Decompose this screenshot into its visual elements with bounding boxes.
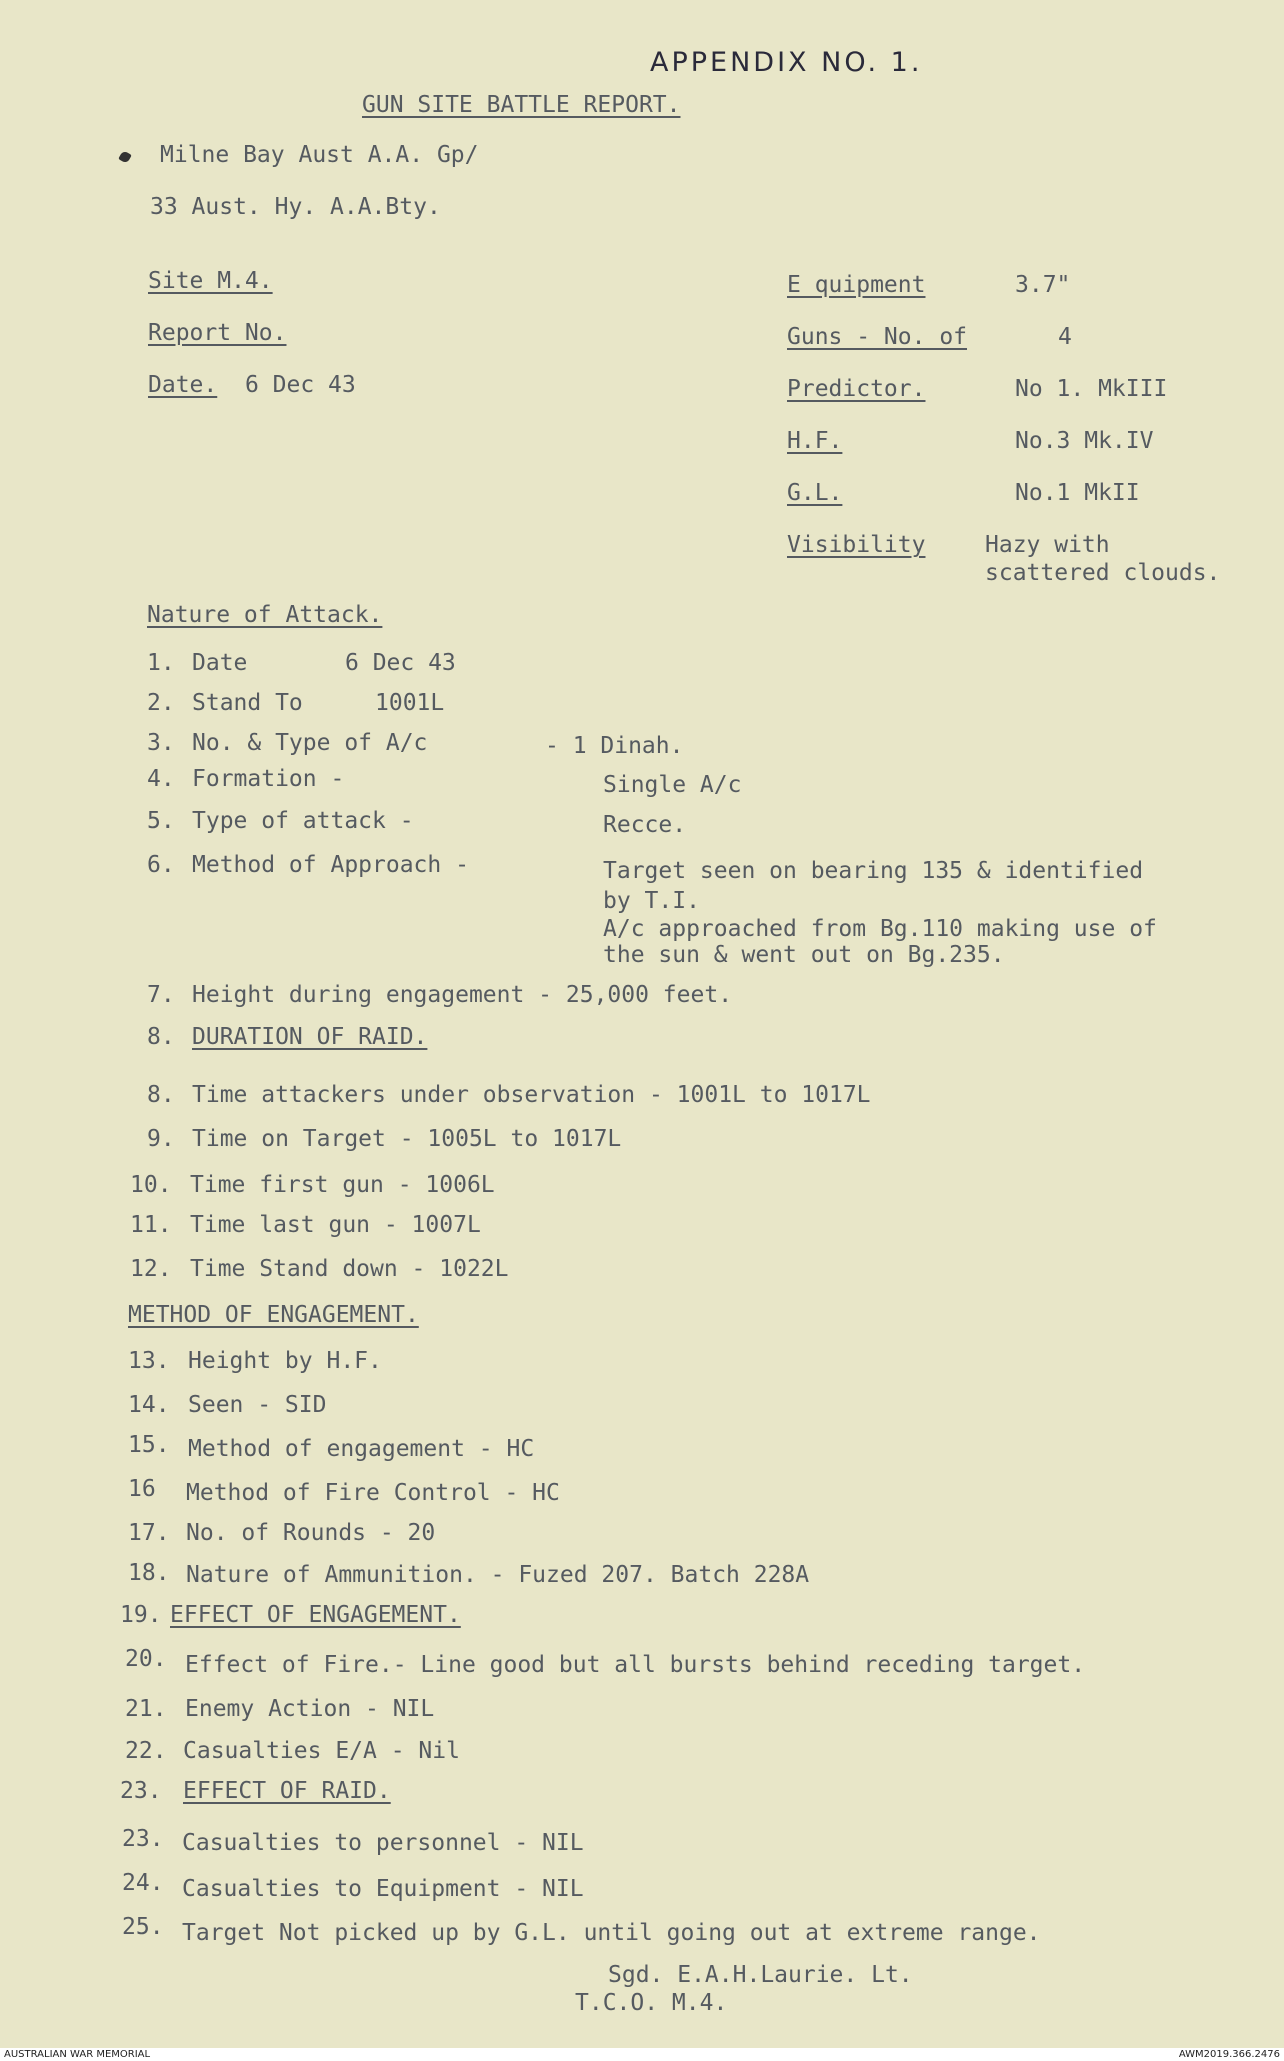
- item-text: Date: [192, 650, 248, 676]
- signature-title: T.C.O. M.4.: [575, 1990, 728, 2016]
- section-effect-of-engagement: EFFECT OF ENGAGEMENT.: [170, 1602, 461, 1628]
- item-number: 22.: [125, 1738, 167, 1764]
- item-number: 4.: [147, 766, 175, 792]
- visibility-label: Visibility: [787, 532, 926, 558]
- item-text: Nature of Ammunition. - Fuzed 207. Batch 228A: [186, 1562, 810, 1588]
- item-number: 3.: [147, 730, 175, 756]
- section-number: 23.: [120, 1778, 162, 1804]
- item-number: 14.: [128, 1392, 170, 1418]
- item-number: 13.: [128, 1348, 170, 1374]
- item-text: Height by H.F.: [188, 1348, 382, 1374]
- item-text: Time last gun - 1007L: [190, 1212, 481, 1238]
- footer-catalogue-number: AWM2019.366.2476: [1178, 2049, 1280, 2060]
- item-text: Enemy Action - NIL: [185, 1696, 435, 1722]
- pencil-mark-icon: [118, 150, 132, 164]
- item-number: 9.: [147, 1126, 175, 1152]
- item-number: 23.: [122, 1826, 164, 1852]
- visibility-value: Hazy with: [985, 532, 1110, 558]
- section-method-of-engagement: METHOD OF ENGAGEMENT.: [128, 1302, 419, 1328]
- item-number: 2.: [147, 690, 175, 716]
- site-label: Site M.4.: [148, 268, 273, 294]
- item-number: 7.: [147, 982, 175, 1008]
- item-text: Height during engagement - 25,000 feet.: [192, 982, 733, 1008]
- item-text: No. & Type of A/c: [192, 730, 428, 756]
- appendix-note: APPENDIX NO. 1.: [650, 47, 923, 78]
- item-text: Seen - SID: [188, 1392, 327, 1418]
- section-number: 19.: [120, 1602, 162, 1628]
- item-value: Recce.: [603, 812, 687, 838]
- visibility-value-2: scattered clouds.: [985, 560, 1221, 586]
- item-text: Type of attack -: [192, 808, 414, 834]
- item-number: 24.: [122, 1870, 164, 1896]
- item-number: 1.: [147, 650, 175, 676]
- item-text: Time attackers under observation - 1001L to 1017L: [192, 1082, 871, 1108]
- report-no-label: Report No.: [148, 320, 287, 346]
- section-nature-of-attack: Nature of Attack.: [147, 602, 383, 628]
- item-number: 11.: [130, 1212, 172, 1238]
- item-text: No. of Rounds - 20: [186, 1520, 436, 1546]
- item-text: Formation -: [192, 766, 345, 792]
- date-label: Date.: [148, 372, 218, 398]
- section-number: 8.: [147, 1024, 175, 1050]
- equipment-label: E quipment: [787, 272, 926, 298]
- item-number: 15.: [128, 1432, 170, 1458]
- item-value: 1001L: [375, 690, 445, 716]
- item-number: 21.: [125, 1696, 167, 1722]
- hf-value: No.3 Mk.IV: [1015, 428, 1154, 454]
- report-title: GUN SITE BATTLE REPORT.: [362, 92, 681, 118]
- equipment-value: 3.7": [1015, 272, 1071, 298]
- item-value: Target seen on bearing 135 & identified: [603, 858, 1144, 884]
- item-text: Method of engagement - HC: [188, 1436, 535, 1462]
- hf-label: H.F.: [787, 428, 843, 454]
- item-value: 6 Dec 43: [345, 650, 456, 676]
- gl-value: No.1 MkII: [1015, 480, 1140, 506]
- item-text: Time first gun - 1006L: [190, 1172, 495, 1198]
- archive-footer: [0, 2048, 1284, 2061]
- section-duration-of-raid: DURATION OF RAID.: [192, 1024, 428, 1050]
- item-text: Casualties E/A - Nil: [183, 1738, 460, 1764]
- item-text: Effect of Fire.- Line good but all bursts behind receding target.: [185, 1652, 1086, 1678]
- item-number: 16: [128, 1476, 156, 1502]
- item-value: A/c approached from Bg.110 making use of: [603, 916, 1157, 942]
- item-value: by T.I.: [603, 888, 700, 914]
- predictor-value: No 1. MkIII: [1015, 376, 1168, 402]
- item-number: 25.: [122, 1914, 164, 1940]
- item-text: Target Not picked up by G.L. until going out at extreme range.: [182, 1920, 1041, 1946]
- item-number: 18.: [128, 1560, 170, 1586]
- item-value: the sun & went out on Bg.235.: [603, 942, 1005, 968]
- unit-line-2: 33 Aust. Hy. A.A.Bty.: [150, 194, 441, 220]
- signature-name: Sgd. E.A.H.Laurie. Lt.: [608, 1962, 913, 1988]
- item-value: Single A/c: [603, 772, 742, 798]
- guns-label: Guns - No. of: [787, 324, 968, 350]
- section-effect-of-raid: EFFECT OF RAID.: [183, 1778, 391, 1804]
- item-text: Casualties to Equipment - NIL: [182, 1876, 584, 1902]
- item-text: Method of Approach -: [192, 852, 469, 878]
- item-number: 17.: [128, 1520, 170, 1546]
- gl-label: G.L.: [787, 480, 843, 506]
- item-number: 20.: [125, 1646, 167, 1672]
- guns-value: 4: [1058, 324, 1072, 350]
- item-number: 8.: [147, 1082, 175, 1108]
- item-value: - 1 Dinah.: [545, 733, 684, 759]
- item-number: 12.: [130, 1256, 172, 1282]
- item-text: Stand To: [192, 690, 303, 716]
- item-number: 5.: [147, 808, 175, 834]
- footer-institution: AUSTRALIAN WAR MEMORIAL: [4, 2049, 151, 2060]
- predictor-label: Predictor.: [787, 376, 926, 402]
- unit-line-1: Milne Bay Aust A.A. Gp/: [160, 142, 479, 168]
- item-number: 6.: [147, 852, 175, 878]
- item-text: Casualties to personnel - NIL: [182, 1830, 584, 1856]
- date-row: [148, 372, 356, 398]
- date-value: 6 Dec 43: [244, 372, 356, 398]
- item-text: Time Stand down - 1022L: [190, 1256, 509, 1282]
- item-text: Method of Fire Control - HC: [186, 1480, 560, 1506]
- item-number: 10.: [130, 1172, 172, 1198]
- item-text: Time on Target - 1005L to 1017L: [192, 1126, 622, 1152]
